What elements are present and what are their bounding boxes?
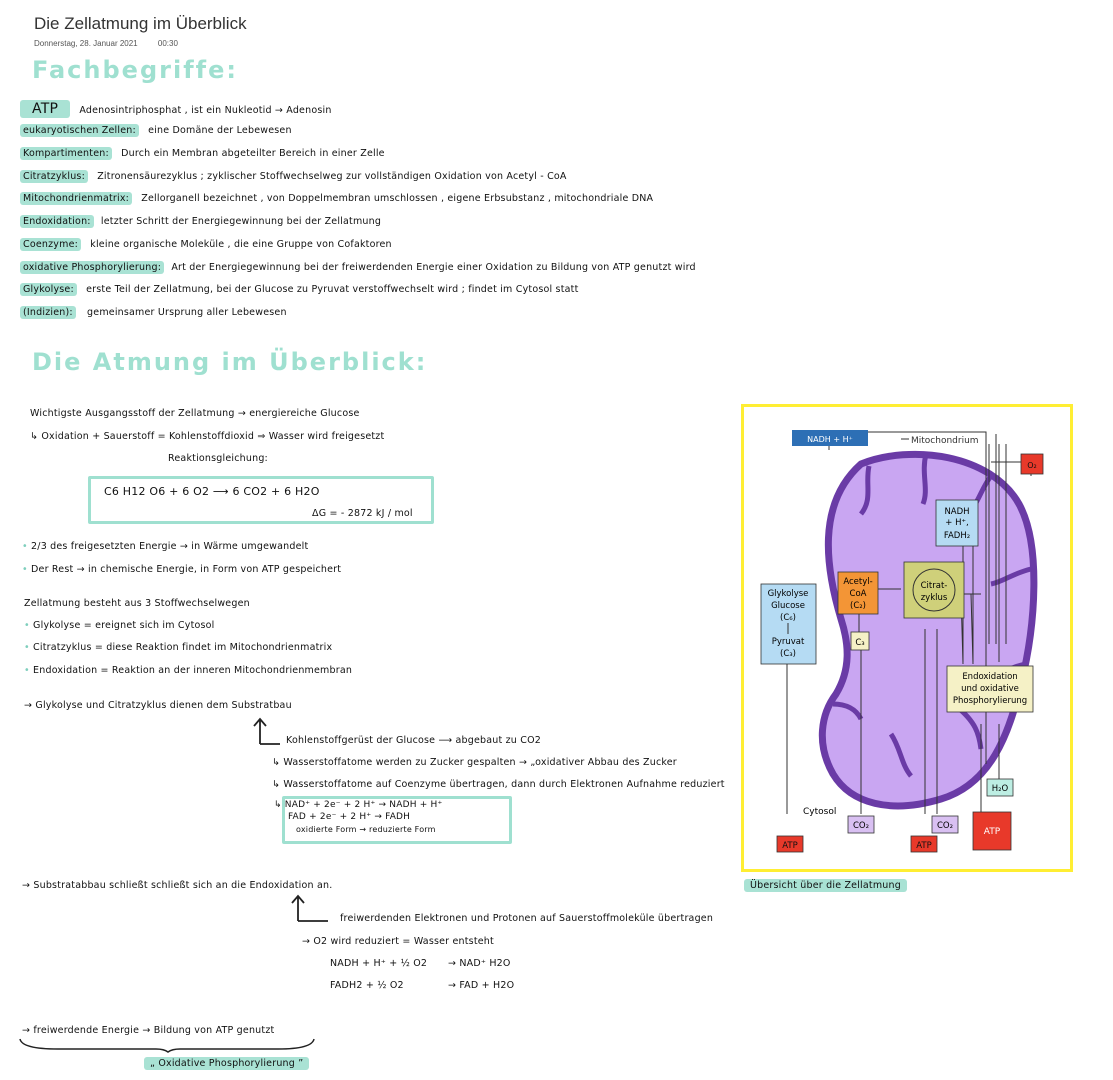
term-definition: Zellorganell bezeichnet , von Doppelmembran umschlossen , eigene Erbsubstanz , mitochondriale DNA bbox=[141, 193, 654, 204]
glykolyse-label: Glucose bbox=[771, 601, 805, 611]
intro-line: Wichtigste Ausgangsstoff der Zellatmung → energiereiche Glucose bbox=[30, 408, 360, 419]
glykolyse-label: Pyruvat bbox=[771, 637, 805, 647]
cytosol-label: Cytosol bbox=[803, 807, 837, 817]
abbau-line: → Substratabbau schließt schließt sich an die Endoxidation an. bbox=[22, 880, 333, 891]
mitochondrium-label: Mitochondrium bbox=[911, 436, 979, 446]
up-arrow-icon bbox=[250, 716, 284, 746]
diagram-caption: Übersicht über die Zellatmung bbox=[744, 880, 907, 891]
term-label: Citratzyklus: bbox=[20, 170, 88, 183]
c3-label: C₃ bbox=[855, 638, 865, 648]
term-row bbox=[20, 193, 653, 204]
term-row bbox=[20, 125, 292, 136]
nadh-fadh-label: FADH₂ bbox=[943, 531, 971, 541]
term-label: Endoxidation: bbox=[20, 215, 94, 228]
term-row bbox=[20, 216, 381, 227]
page-title: Die Zellatmung im Überblick bbox=[34, 14, 247, 33]
acetyl-label: (C₂) bbox=[850, 601, 866, 611]
term-label: eukaryotischen Zellen: bbox=[20, 124, 139, 137]
bullet-item: • 2/3 des freigesetzten Energie → in Wärme umgewandelt bbox=[22, 541, 309, 552]
term-definition: Adenosintriphosphat , ist ein Nukleotid → Adenosin bbox=[79, 105, 332, 116]
eq-nadh: NADH + H⁺ + ½ O2 bbox=[330, 958, 428, 969]
acetyl-label: CoA bbox=[849, 589, 867, 599]
oxphos-label: „ Oxidative Phosphorylierung ” bbox=[144, 1058, 309, 1069]
term-row bbox=[20, 101, 332, 117]
fachbegriffe-heading-text: Fachbegriffe bbox=[32, 56, 227, 84]
term-label: Mitochondrienmatrix: bbox=[20, 192, 132, 205]
nadh-fadh-label: + H⁺, bbox=[945, 518, 969, 528]
acetyl-label: Acetyl- bbox=[843, 577, 873, 587]
brace-icon bbox=[18, 1037, 318, 1053]
pathways-intro: Zellatmung besteht aus 3 Stoffwechselwegen bbox=[24, 598, 250, 609]
term-label: ATP bbox=[20, 100, 70, 118]
nadh-fadh-label: NADH bbox=[944, 507, 970, 517]
redox-line: FAD + 2e⁻ + 2 H⁺ → FADH bbox=[288, 812, 411, 822]
term-definition: erste Teil der Zellatmung, bei der Glucose zu Pyruvat verstoffwechselt wird ; findet im Cytosol statt bbox=[86, 284, 579, 295]
page-date bbox=[34, 39, 178, 48]
term-definition: eine Domäne der Lebewesen bbox=[148, 125, 292, 136]
term-definition: kleine organische Moleküle , die eine Gruppe von Cofaktoren bbox=[90, 239, 392, 250]
term-label: Glykolyse: bbox=[20, 283, 77, 296]
atmung-heading: Die Atmung im Überblick: bbox=[32, 348, 428, 376]
term-row bbox=[20, 307, 287, 318]
h2o-label: H₂O bbox=[991, 784, 1009, 794]
redox-line: oxidierte Form → reduzierte Form bbox=[296, 825, 436, 834]
term-row bbox=[20, 148, 385, 159]
equation-label: Reaktionsgleichung: bbox=[168, 453, 268, 464]
coenzyme-line: ↳ Wasserstoffatome auf Coenzyme übertragen, dann durch Elektronen Aufnahme reduziert bbox=[272, 779, 725, 790]
o2-line: → O2 wird reduziert = Wasser entsteht bbox=[302, 936, 494, 947]
pathway-item: • Endoxidation = Reaktion an der inneren Mitochondrienmembran bbox=[24, 665, 353, 676]
term-row bbox=[20, 239, 392, 250]
term-label: Coenzyme: bbox=[20, 238, 81, 251]
endox-label: Endoxidation bbox=[962, 672, 1018, 682]
term-row bbox=[20, 284, 579, 295]
term-row bbox=[20, 262, 696, 273]
fachbegriffe-heading: Fachbegriffe: bbox=[32, 56, 238, 84]
term-label: (Indizien): bbox=[20, 306, 76, 319]
atmung-heading-text: Die Atmung im Überblick bbox=[32, 348, 416, 376]
atp-label: ATP bbox=[782, 841, 798, 851]
electrons-line: freiwerdenden Elektronen und Protonen auf Sauerstoffmoleküle übertragen bbox=[340, 913, 714, 924]
substrat-line: → Glykolyse und Citratzyklus dienen dem Substratbau bbox=[24, 700, 292, 711]
pathway-item: • Citratzyklus = diese Reaktion findet im Mitochondrienmatrix bbox=[24, 642, 333, 653]
citrat-label: zyklus bbox=[920, 593, 948, 603]
time-text: 00:30 bbox=[157, 39, 178, 48]
term-label: oxidative Phosphorylierung: bbox=[20, 261, 164, 274]
atp-label: ATP bbox=[916, 841, 932, 851]
term-definition: Zitronensäurezyklus ; zyklischer Stoffwechselweg zur vollständigen Oxidation von Acetyl - CoA bbox=[97, 171, 567, 182]
nadh-top-label: NADH + H⁺ bbox=[807, 435, 853, 444]
glykolyse-label: (C₃) bbox=[780, 649, 796, 659]
eq-fadh-result: → FAD + H2O bbox=[448, 980, 515, 991]
eq-nadh-result: → NAD⁺ H2O bbox=[448, 958, 511, 969]
eq-fadh: FADH2 + ½ O2 bbox=[330, 980, 404, 991]
delta-g: ΔG = - 2872 kJ / mol bbox=[312, 508, 413, 519]
atp-label: ATP bbox=[983, 827, 1001, 837]
pathway-item: • Glykolyse = ereignet sich im Cytosol bbox=[24, 620, 215, 631]
term-definition: letzter Schritt der Energiegewinnung bei der Zellatmung bbox=[100, 216, 382, 227]
glykolyse-label: (C₆) bbox=[780, 613, 796, 623]
o2-label: O₂ bbox=[1027, 461, 1037, 470]
co2-label: CO₂ bbox=[852, 821, 870, 831]
bullet-item: • Der Rest → in chemische Energie, in Form von ATP gespeichert bbox=[22, 564, 342, 575]
equation-text: C6 H12 O6 + 6 O2 ⟶ 6 CO2 + 6 H2O bbox=[104, 485, 320, 498]
endox-label: und oxidative bbox=[961, 684, 1019, 694]
zellatmung-diagram bbox=[741, 404, 1073, 872]
endox-label: Phosphorylierung bbox=[952, 696, 1028, 706]
energy-line: → freiwerdende Energie → Bildung von ATP genutzt bbox=[22, 1025, 275, 1036]
intro-line: ↳ Oxidation + Sauerstoff = Kohlenstoffdioxid ⇒ Wasser wird freigesetzt bbox=[30, 431, 385, 442]
term-label: Kompartimenten: bbox=[20, 147, 112, 160]
crista-line bbox=[923, 454, 926, 504]
date-text: Donnerstag, 28. Januar 2021 bbox=[34, 39, 138, 48]
co2-label: CO₂ bbox=[936, 821, 954, 831]
term-definition: gemeinsamer Ursprung aller Lebewesen bbox=[87, 307, 287, 318]
carbon-line: Kohlenstoffgerüst der Glucose ⟶ abgebaut zu CO2 bbox=[286, 735, 542, 746]
term-definition: Art der Energiegewinnung bei der freiwerdenden Energie einer Oxidation zu Bildung von ATP genutzt wird bbox=[171, 262, 696, 273]
term-row bbox=[20, 171, 567, 182]
glykolyse-label: Glykolyse bbox=[767, 589, 809, 599]
water-atoms-line: ↳ Wasserstoffatome werden zu Zucker gespalten → „oxidativer Abbau des Zucker bbox=[272, 757, 677, 768]
citrat-label: Citrat- bbox=[920, 581, 948, 591]
up-arrow-icon bbox=[288, 893, 334, 923]
term-definition: Durch ein Membran abgeteilter Bereich in einer Zelle bbox=[121, 148, 385, 159]
redox-line: ↳ NAD⁺ + 2e⁻ + 2 H⁺ → NADH + H⁺ bbox=[274, 800, 443, 810]
